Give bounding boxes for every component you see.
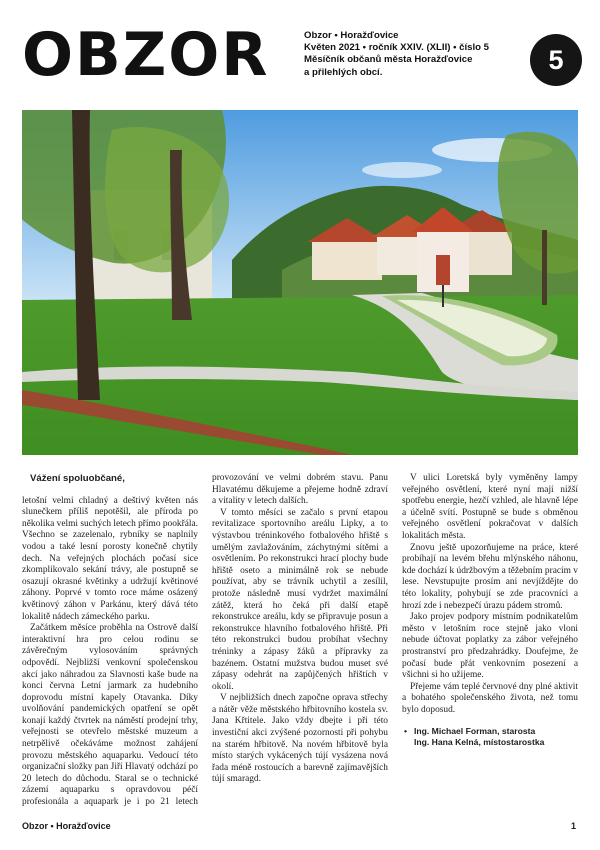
article-paragraph: Jako projev podpory místním podnikatelům město v letošním roce stejně jako vloni nebude účtovat poplatky za zábor veřejného prostranství pro předzahrádky. Doufejme, že počasí bude přát venkovním posezení a všichni si ho užijeme.: [402, 612, 578, 681]
article-paragraph: letošní velmi chladný a deštivý květen nás slunečkem příliš nepotěšil, ale příroda po několika velmi suchých letech přímo pookřála. Všechno se zazelenalo, rybníky se naplnily vodou a také lesní porosty konečně chytily dech. Na veřejných plochách počasí sice zkomplikovalo sekání trávy, ale postupně se osazují okrasné květinky a udržují květinové záhony. Poprvé v tomto roce máme osázený květinový záhon v Parkánu, který dává této lokalitě nádech zámeckého parku.: [22, 495, 198, 622]
issue-info: [304, 30, 524, 79]
tree-trunk: [542, 230, 547, 305]
article-paragraph: Znovu ještě upozorňujeme na práce, které probíhají na levém břehu mlýnského náhonu, kde dochází k údržbovým a těžebním pracím v lese. Nevstupujte prosím ani nevjíždějte do této lokality, pohybují se zde pracovníci a hrozí zde i nebezpečí úrazu pádem stromů.: [402, 542, 578, 611]
obzor-logo: OBZOR: [22, 20, 270, 90]
article-paragraph: V tomto měsíci se začalo s první etapou revitalizace sportovního areálu Lipky, a to výstavbou tréninkového fotbalového hřiště s umělým zavlažováním, záchytnými sítěmi a osvětlením. Po rekonstrukci hrací plochy bude hřiště oseto a minimálně rok se nebude používat, aby se trávník uchytil a zesílil, protože následně musí vydržet maximální zátěž, která ho čeká při další etapě rekonstrukce areálu, kdy se připravuje posun a rekonstrukce hlavního fotbalového hřiště. Při této rekonstrukci budou probíhat všechny tréninky a zápasy žáků a přípravky za bazénem. Ostatní mužstva budou muset své zápasy odehrát na zapůjčených hřištích v okolí.: [212, 507, 388, 692]
signature: [402, 726, 578, 737]
lamp-post: [442, 285, 444, 307]
bullet-icon: •: [404, 726, 408, 737]
issue-info-line: Měsíčník občanů města Horažďovice: [304, 54, 473, 66]
masthead: [22, 22, 582, 92]
signature-list: [402, 726, 578, 748]
hero-photo-park: [22, 110, 578, 455]
article-paragraph: V ulici Loretská byly vyměněny lampy veřejného osvětlení, které nyní mají nižší spotřebu energie, hezčí vzhled, ale hlavně lépe a účelně svítí. Postupně se bude s obměnou veřejného osvětlení pokračovat v dalších lokalitách města.: [402, 473, 578, 541]
issue-info-line: Květen 2021 • ročník XXIV. (XLII) • číslo 5: [304, 42, 489, 54]
page-number: 1: [570, 821, 576, 831]
page-footer: [22, 821, 578, 835]
editorial-article: [22, 473, 578, 809]
signature-text: Ing. Michael Forman, starosta: [414, 726, 536, 737]
footer-publication: Obzor • Horažďovice: [22, 821, 111, 831]
issue-info-line: a přilehlých obcí.: [304, 66, 383, 78]
issue-number-badge: 5: [530, 34, 582, 86]
chapel-door: [436, 255, 450, 285]
cloud: [362, 162, 442, 178]
article-paragraph: Začátkem měsíce proběhla na Ostrově další interaktivní hra pro celou rodinu se závěrečným vylosováním správných odpovědí. Nejbližší venkovní společenskou akcí jako náhradou za Slavnosti kaše bude na konci června Letní jarmark za hudebního doprovodu místní kapely Otavanka. Díky uvolňování pandemických opatření se opět konají každý čtvrtek na náměstí prodejní trhy, veřejnosti se otevřelo městské muzeum a netrpělivě očekáváme možnost zahájení provozu městského aquaparku. Vedoucí této organizační složky pan Jiří Hlavatý odchází po 20 letech do důchodu. Staral se o technické zázemí aquaparku s opravdovou péčí profesionála a aquapark je i po 21 letech provozování ve velmi dobrém stavu. Panu Hlavatému děkujeme a přejeme hodně zdraví a vitality v letech dalších.: [22, 473, 388, 808]
article-paragraph: Přejeme vám teplé červnové dny plné aktivit a bohatého společenského života, než tomu bylo doposud.: [402, 681, 578, 715]
article-paragraph: V nejbližších dnech započne oprava střechy a nátěr věže městského hřbitovního kostela sv. Jana Křtitele. Jako vždy dbejte i při této investiční akci zvýšené pozornosti při pohybu na starém hřbitově. Na novém hřbitově byla místo starých vykácených tújí vysázena nová řada méně rostoucích a barevně zajímavějších tújí smaragd.: [212, 693, 388, 785]
issue-info-line: Obzor • Horažďovice: [304, 30, 399, 41]
house: [312, 240, 382, 280]
signature: [402, 737, 578, 748]
article-greeting: Vážení spoluobčané,: [30, 473, 125, 484]
signature-text: Ing. Hana Kelná, místostarostka: [414, 737, 545, 748]
